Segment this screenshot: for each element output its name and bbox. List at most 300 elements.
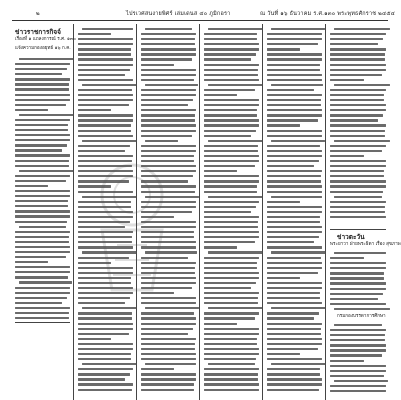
text-line: [19, 58, 74, 60]
column-6: [327, 24, 401, 400]
text-line: [330, 99, 384, 101]
text-line: [334, 324, 382, 326]
text-line: [204, 130, 256, 132]
text-line: [330, 160, 386, 162]
text-line: [145, 28, 192, 30]
text-line: [82, 363, 137, 365]
text-line: [141, 317, 196, 319]
text-line: [330, 185, 386, 187]
section-subhead-right-2: กรมกองบรรดาการศึกษา: [337, 314, 386, 319]
text-line: [141, 221, 196, 223]
text-line: [204, 226, 258, 228]
text-line: [204, 358, 256, 360]
column-3: [138, 24, 200, 400]
text-line: [78, 58, 133, 60]
text-block: [204, 28, 259, 394]
text-line: [141, 353, 196, 355]
text-line: [204, 302, 258, 304]
text-line: [78, 104, 129, 106]
text-line: [15, 195, 70, 197]
text-line: [330, 175, 384, 177]
text-line: [15, 78, 70, 80]
text-line: [15, 221, 67, 223]
text-line: [267, 206, 322, 208]
text-line: [141, 74, 196, 76]
text-line: [330, 329, 386, 331]
text-line: [141, 33, 196, 35]
text-line: [78, 165, 132, 167]
text-line: [267, 109, 322, 111]
text-line: [204, 297, 258, 299]
text-line: [267, 201, 300, 203]
text-line: [204, 348, 259, 350]
text-line: [267, 297, 320, 299]
text-line: [204, 262, 257, 264]
text-line: [267, 317, 314, 319]
text-line: [330, 58, 385, 60]
text-line: [15, 246, 70, 248]
text-line: [15, 94, 70, 96]
text-line: [15, 297, 67, 299]
text-line: [208, 28, 263, 30]
text-line: [330, 385, 386, 387]
text-line: [334, 196, 382, 198]
text-line: [15, 312, 69, 314]
text-line: [78, 64, 133, 66]
text-line: [267, 241, 314, 243]
text-line: [267, 64, 320, 66]
text-line: [204, 74, 258, 76]
text-line: [78, 89, 132, 91]
text-line: [204, 175, 259, 177]
text-line: [15, 175, 70, 177]
text-line: [19, 226, 66, 228]
text-line: [330, 277, 384, 279]
text-line: [204, 292, 259, 294]
text-line: [78, 74, 125, 76]
text-line: [204, 333, 259, 335]
text-line: [78, 216, 133, 218]
text-line: [330, 180, 386, 182]
text-line: [267, 277, 300, 279]
text-line: [204, 211, 251, 213]
text-line: [141, 53, 196, 55]
text-line: [267, 348, 318, 350]
text-line: [330, 79, 364, 81]
text-line: [267, 180, 321, 182]
text-line: [330, 293, 383, 295]
text-line: [204, 272, 259, 274]
text-line: [204, 312, 259, 314]
text-line: [267, 267, 322, 269]
text-line: [19, 170, 74, 172]
text-line: [141, 378, 196, 380]
text-line: [267, 175, 321, 177]
text-line: [267, 130, 322, 132]
text-line: [204, 328, 259, 330]
text-line: [267, 221, 320, 223]
text-line: [15, 251, 70, 253]
text-line: [15, 139, 70, 141]
text-line: [145, 363, 196, 365]
text-line: [78, 383, 133, 385]
text-line: [267, 373, 320, 375]
text-line: [267, 257, 321, 259]
text-line: [204, 287, 251, 289]
text-line: [141, 130, 196, 132]
text-line: [330, 344, 386, 346]
text-line: [141, 297, 196, 299]
text-line: [267, 389, 319, 391]
text-line: [141, 262, 196, 264]
text-line: [330, 206, 385, 208]
text-line: [15, 266, 70, 268]
text-line: [267, 155, 322, 157]
text-line: [141, 333, 188, 335]
text-line: [141, 206, 196, 208]
text-line: [145, 196, 199, 198]
text-line: [141, 226, 196, 228]
text-line: [141, 216, 174, 218]
text-line: [267, 94, 322, 96]
text-line: [78, 160, 132, 162]
text-line: [78, 373, 130, 375]
text-line: [78, 221, 130, 223]
text-line: [141, 348, 195, 350]
text-line: [334, 28, 390, 30]
text-line: [271, 140, 324, 142]
text-line: [141, 160, 194, 162]
text-line: [330, 298, 378, 300]
text-line: [78, 338, 111, 340]
text-line: [141, 155, 194, 157]
text-line: [334, 380, 388, 382]
text-line: [15, 241, 69, 243]
text-line: [330, 114, 383, 116]
text-line: [330, 257, 364, 259]
section-subhead-left-1: เรื่องที่ ๑ แถลงการณ์ ร.ศ. ๑๓๐: [15, 37, 76, 42]
page-number: ๒: [36, 11, 40, 17]
text-line: [15, 231, 70, 233]
text-line: [267, 48, 300, 50]
text-line: [204, 99, 259, 101]
text-line: [141, 312, 194, 314]
text-line: [141, 241, 196, 243]
text-line: [141, 323, 196, 325]
text-line: [78, 292, 133, 294]
text-line: [204, 165, 255, 167]
text-line: [78, 114, 133, 116]
text-line: [330, 354, 382, 356]
text-line: [204, 246, 237, 248]
text-line: [78, 272, 133, 274]
text-line: [271, 307, 326, 309]
text-line: [330, 390, 386, 392]
text-line: [145, 140, 178, 142]
text-line: [145, 84, 198, 86]
text-line: [330, 334, 385, 336]
text-line: [267, 170, 322, 172]
column-rule: [330, 229, 386, 230]
text-line: [204, 389, 259, 391]
text-line: [208, 363, 255, 365]
text-line: [15, 124, 68, 126]
text-line: [204, 267, 257, 269]
text-line: [204, 145, 258, 147]
text-line: [330, 124, 386, 126]
text-line: [330, 282, 386, 284]
text-line: [334, 308, 389, 310]
text-line: [141, 89, 196, 91]
text-line: [141, 114, 195, 116]
text-line: [15, 185, 48, 187]
text-line: [15, 210, 70, 212]
text-line: [330, 43, 378, 45]
text-line: [271, 251, 325, 253]
text-line: [334, 84, 390, 86]
text-line: [330, 64, 386, 66]
text-line: [267, 43, 318, 45]
text-line: [271, 363, 326, 365]
text-line: [204, 343, 257, 345]
text-line: [267, 246, 322, 248]
text-line: [15, 190, 70, 192]
text-line: [78, 241, 132, 243]
text-line: [204, 317, 255, 319]
text-line: [204, 155, 259, 157]
text-line: [141, 358, 196, 360]
text-line: [267, 262, 322, 264]
section-title-left: ข่าวราชการกิจจ์: [15, 28, 61, 36]
text-line: [141, 48, 196, 50]
text-line: [15, 129, 68, 131]
text-line: [208, 140, 263, 142]
text-line: [204, 216, 259, 218]
text-block: [330, 324, 386, 395]
text-line: [15, 276, 68, 278]
text-line: [204, 180, 259, 182]
text-line: [141, 302, 196, 304]
column-rule: [15, 322, 70, 323]
text-line: [19, 281, 72, 283]
text-line: [78, 135, 133, 137]
text-block: [267, 28, 322, 394]
text-line: [204, 221, 258, 223]
text-line: [330, 272, 384, 274]
section-title-right: ข่าวตะวัน: [337, 233, 365, 241]
text-line: [204, 206, 256, 208]
text-line: [78, 145, 130, 147]
text-line: [15, 287, 70, 289]
text-line: [15, 83, 69, 85]
text-line: [204, 277, 259, 279]
text-line: [204, 353, 259, 355]
text-line: [78, 201, 131, 203]
text-line: [267, 38, 322, 40]
column-5: [264, 24, 326, 400]
text-line: [330, 155, 364, 157]
text-line: [78, 368, 133, 370]
text-line: [141, 236, 194, 238]
text-line: [78, 43, 133, 45]
text-line: [78, 94, 133, 96]
text-line: [204, 378, 258, 380]
text-line: [204, 135, 251, 137]
text-line: [271, 196, 322, 198]
text-line: [15, 119, 70, 121]
text-line: [145, 251, 197, 253]
text-line: [15, 317, 69, 319]
text-line: [78, 312, 132, 314]
text-line: [78, 109, 111, 111]
text-line: [330, 74, 382, 76]
text-line: [15, 88, 69, 90]
text-line: [204, 58, 251, 60]
text-line: [267, 53, 322, 55]
text-line: [334, 252, 386, 254]
text-line: [267, 74, 322, 76]
text-line: [141, 119, 195, 121]
text-line: [141, 231, 194, 233]
text-line: [204, 282, 256, 284]
text-line: [267, 328, 321, 330]
text-line: [330, 170, 384, 172]
text-line: [78, 180, 129, 182]
text-line: [141, 211, 192, 213]
text-line: [271, 84, 323, 86]
text-line: [141, 257, 188, 259]
text-line: [78, 211, 133, 213]
text-line: [78, 155, 133, 157]
text-line: [141, 58, 192, 60]
text-line: [19, 114, 74, 116]
text-line: [78, 348, 133, 350]
text-line: [330, 288, 386, 290]
text-line: [330, 267, 386, 269]
text-line: [78, 302, 125, 304]
text-line: [15, 261, 48, 263]
text-line: [267, 89, 314, 91]
text-line: [15, 302, 62, 304]
text-line: [141, 343, 195, 345]
text-line: [330, 370, 386, 372]
text-line: [15, 160, 69, 162]
text-line: [78, 333, 129, 335]
text-line: [141, 109, 196, 111]
text-line: [141, 94, 196, 96]
text-line: [15, 134, 70, 136]
text-line: [267, 292, 320, 294]
text-line: [141, 69, 196, 71]
text-line: [141, 287, 192, 289]
text-line: [141, 124, 196, 126]
text-line: [204, 231, 259, 233]
text-line: [267, 211, 322, 213]
column-1: [12, 24, 74, 400]
text-line: [267, 282, 322, 284]
text-line: [78, 124, 131, 126]
text-line: [78, 226, 125, 228]
text-line: [15, 215, 70, 217]
text-line: [141, 191, 195, 193]
text-line: [330, 145, 386, 147]
text-line: [141, 79, 194, 81]
text-line: [78, 262, 111, 264]
text-line: [267, 378, 322, 380]
text-line: [78, 328, 133, 330]
text-line: [78, 38, 133, 40]
text-line: [15, 205, 68, 207]
section-subhead-right-1: พระยาวา ฝ่ายพระธิดา เรื่อง สุขภาพ: [330, 242, 401, 247]
text-line: [330, 109, 386, 111]
text-line: [141, 201, 196, 203]
text-line: [330, 375, 384, 377]
text-line: [141, 373, 196, 375]
text-line: [15, 68, 67, 70]
text-line: [267, 353, 300, 355]
text-line: [78, 343, 133, 345]
text-line: [15, 256, 66, 258]
text-line: [15, 165, 69, 167]
text-line: [78, 353, 131, 355]
text-line: [141, 38, 195, 40]
text-line: [82, 28, 133, 30]
text-line: [330, 48, 386, 50]
text-line: [267, 33, 322, 35]
text-line: [204, 109, 257, 111]
text-line: [330, 89, 386, 91]
text-line: [334, 140, 390, 142]
text-line: [78, 175, 133, 177]
text-line: [330, 130, 385, 132]
text-line: [204, 373, 258, 375]
text-line: [78, 206, 131, 208]
text-line: [78, 53, 131, 55]
text-line: [204, 33, 257, 35]
text-line: [141, 43, 195, 45]
text-line: [208, 196, 263, 198]
text-line: [330, 135, 385, 137]
text-line: [267, 135, 322, 137]
text-line: [141, 165, 196, 167]
text-line: [204, 185, 257, 187]
text-line: [15, 271, 70, 273]
text-columns: [12, 24, 401, 400]
text-line: [82, 84, 136, 86]
text-line: [141, 104, 188, 106]
text-line: [330, 165, 386, 167]
text-line: [267, 104, 321, 106]
text-line: [267, 79, 322, 81]
text-block: [330, 28, 386, 221]
text-block: [330, 252, 386, 313]
text-line: [267, 160, 319, 162]
text-line: [208, 251, 263, 253]
text-line: [267, 358, 322, 360]
text-line: [78, 185, 111, 187]
text-line: [204, 150, 258, 152]
text-line: [82, 140, 137, 142]
text-line: [204, 104, 259, 106]
text-line: [267, 383, 322, 385]
text-line: [204, 191, 257, 193]
text-line: [141, 135, 192, 137]
text-line: [204, 89, 255, 91]
text-line: [78, 99, 133, 101]
text-line: [78, 378, 125, 380]
column-2: [75, 24, 137, 400]
text-line: [78, 246, 133, 248]
